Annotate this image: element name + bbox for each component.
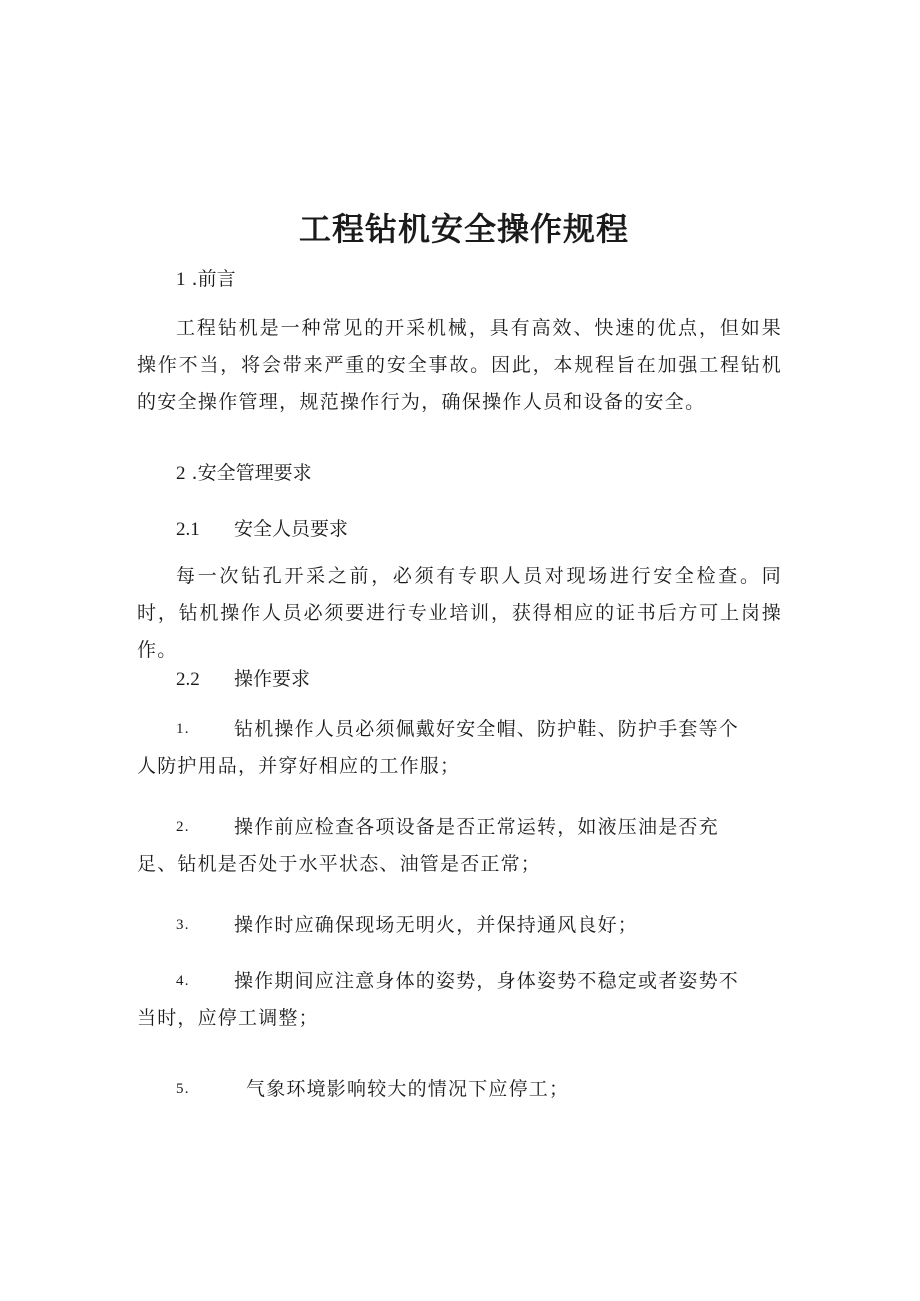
subsection-2-1-paragraph: 每一次钻孔开采之前，必须有专职人员对现场进行安全检查。同时，钻机操作人员必须要进行专业培训，获得相应的证书后方可上岗操作。 <box>137 565 782 661</box>
list-item-text: 操作时应确保现场无明火，并保持通风良好； <box>234 914 639 936</box>
list-item <box>137 711 747 785</box>
list-item-number: 4. <box>176 973 190 989</box>
list-item <box>137 1071 747 1108</box>
document-title: 工程钻机安全操作规程 <box>298 210 629 248</box>
list-item-text: 操作前应检查各项设备是否正常运转，如液压油是否充足、钻机是否处于水平状态、油管是否正常； <box>137 816 719 875</box>
list-item-number: 2. <box>176 819 190 835</box>
list-item-number: 3. <box>176 917 190 933</box>
section-1-title: .前言 <box>191 268 236 290</box>
list-item-text: 气象环境影响较大的情况下应停工； <box>246 1078 570 1100</box>
list-item <box>137 809 747 883</box>
subsection-2-2-title: 操作要求 <box>234 668 311 690</box>
subsection-2-2-number: 2.2 <box>176 669 200 690</box>
section-2-number: 2 <box>176 463 186 484</box>
list-item <box>137 907 747 944</box>
list-item-number: 5. <box>176 1081 190 1097</box>
subsection-2-1-title: 安全人员要求 <box>234 518 349 540</box>
subsection-2-1-heading <box>176 514 348 541</box>
section-2-title: .安全管理要求 <box>191 462 312 484</box>
list-item-text: 操作期间应注意身体的姿势，身体姿势不稳定或者姿势不当时，应停工调整； <box>137 970 740 1029</box>
subsection-2-1-number: 2.1 <box>176 519 200 540</box>
section-1-number: 1 <box>176 269 186 290</box>
list-item <box>137 963 747 1037</box>
list-item-number: 1. <box>176 721 190 737</box>
section-1-heading <box>176 264 236 291</box>
section-2-heading <box>176 458 312 485</box>
section-1-paragraph: 工程钻机是一种常见的开采机械，具有高效、快速的优点，但如果操作不当，将会带来严重的安全事故。因此，本规程旨在加强工程钻机的安全操作管理，规范操作行为，确保操作人员和设备的安全。 <box>137 317 782 413</box>
list-item-text: 钻机操作人员必须佩戴好安全帽、防护鞋、防护手套等个人防护用品，并穿好相应的工作服； <box>137 718 740 777</box>
subsection-2-2-heading <box>176 664 310 691</box>
